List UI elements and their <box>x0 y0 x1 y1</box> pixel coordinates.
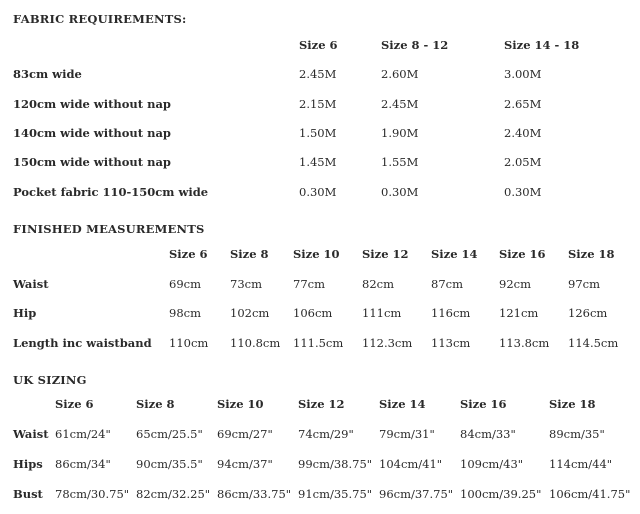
finished-header: Size 10 <box>293 247 340 261</box>
uk-header: Size 14 <box>379 397 426 411</box>
finished-header: Size 8 <box>230 247 269 261</box>
finished-title: FINISHED MEASUREMENTS <box>13 222 205 236</box>
fabric-row-label: 150cm wide without nap <box>13 155 171 169</box>
uk-cell: 99cm/38.75" <box>298 457 373 471</box>
finished-cell: 126cm <box>568 306 608 320</box>
finished-cell: 102cm <box>230 306 270 320</box>
fabric-header-size-14-18: Size 14 - 18 <box>504 38 580 52</box>
fabric-cell: 3.00M <box>504 67 542 81</box>
finished-row-label: Waist <box>13 277 49 291</box>
uk-cell: 106cm/41.75" <box>549 487 631 501</box>
uk-header: Size 8 <box>136 397 175 411</box>
uk-cell: 109cm/43" <box>460 457 524 471</box>
uk-cell: 104cm/41" <box>379 457 443 471</box>
uk-cell: 86cm/33.75" <box>217 487 292 501</box>
finished-cell: 98cm <box>169 306 201 320</box>
uk-header: Size 18 <box>549 397 596 411</box>
uk-row-label: Hips <box>13 457 43 471</box>
uk-cell: 90cm/35.5" <box>136 457 203 471</box>
uk-cell: 89cm/35" <box>549 427 605 441</box>
fabric-header-size-6: Size 6 <box>299 38 338 52</box>
finished-header: Size 14 <box>431 247 478 261</box>
finished-cell: 113.8cm <box>499 336 550 350</box>
uk-cell: 94cm/37" <box>217 457 273 471</box>
fabric-cell: 2.45M <box>381 97 419 111</box>
fabric-cell: 2.45M <box>299 67 337 81</box>
finished-cell: 112.3cm <box>362 336 413 350</box>
finished-cell: 110cm <box>169 336 209 350</box>
uk-header: Size 6 <box>55 397 94 411</box>
fabric-row-label: 83cm wide <box>13 67 82 81</box>
fabric-row-label: 140cm wide without nap <box>13 126 171 140</box>
fabric-title: FABRIC REQUIREMENTS: <box>13 12 187 26</box>
uk-cell: 74cm/29" <box>298 427 354 441</box>
finished-header: Size 12 <box>362 247 409 261</box>
fabric-cell: 0.30M <box>381 185 419 199</box>
finished-cell: 111.5cm <box>293 336 344 350</box>
uk-title: UK SIZING <box>13 373 87 387</box>
fabric-cell: 1.90M <box>381 126 419 140</box>
finished-header: Size 16 <box>499 247 546 261</box>
uk-cell: 91cm/35.75" <box>298 487 373 501</box>
uk-cell: 78cm/30.75" <box>55 487 130 501</box>
finished-cell: 92cm <box>499 277 531 291</box>
finished-cell: 110.8cm <box>230 336 281 350</box>
finished-cell: 82cm <box>362 277 394 291</box>
uk-header: Size 12 <box>298 397 345 411</box>
fabric-cell: 2.65M <box>504 97 542 111</box>
fabric-row-label: 120cm wide without nap <box>13 97 171 111</box>
finished-cell: 77cm <box>293 277 325 291</box>
finished-cell: 111cm <box>362 306 402 320</box>
uk-row-label: Waist <box>13 427 49 441</box>
finished-cell: 73cm <box>230 277 262 291</box>
uk-cell: 114cm/44" <box>549 457 613 471</box>
finished-header: Size 18 <box>568 247 615 261</box>
fabric-cell: 2.40M <box>504 126 542 140</box>
fabric-cell: 2.05M <box>504 155 542 169</box>
uk-cell: 96cm/37.75" <box>379 487 454 501</box>
uk-cell: 61cm/24" <box>55 427 111 441</box>
finished-cell: 69cm <box>169 277 201 291</box>
fabric-header-size-8-12: Size 8 - 12 <box>381 38 449 52</box>
uk-cell: 82cm/32.25" <box>136 487 211 501</box>
uk-header: Size 10 <box>217 397 264 411</box>
fabric-cell: 1.45M <box>299 155 337 169</box>
uk-row-label: Bust <box>13 487 43 501</box>
uk-cell: 86cm/34" <box>55 457 111 471</box>
uk-cell: 79cm/31" <box>379 427 435 441</box>
fabric-row-label: Pocket fabric 110-150cm wide <box>13 185 209 199</box>
finished-cell: 113cm <box>431 336 471 350</box>
fabric-cell: 2.60M <box>381 67 419 81</box>
uk-cell: 65cm/25.5" <box>136 427 203 441</box>
finished-cell: 106cm <box>293 306 333 320</box>
uk-cell: 69cm/27" <box>217 427 273 441</box>
finished-header: Size 6 <box>169 247 208 261</box>
finished-cell: 87cm <box>431 277 463 291</box>
uk-header: Size 16 <box>460 397 507 411</box>
finished-row-label: Hip <box>13 306 37 320</box>
fabric-cell: 0.30M <box>504 185 542 199</box>
finished-cell: 114.5cm <box>568 336 619 350</box>
fabric-cell: 1.55M <box>381 155 419 169</box>
uk-cell: 100cm/39.25" <box>460 487 542 501</box>
fabric-cell: 1.50M <box>299 126 337 140</box>
fabric-cell: 2.15M <box>299 97 337 111</box>
finished-cell: 97cm <box>568 277 600 291</box>
fabric-cell: 0.30M <box>299 185 337 199</box>
finished-cell: 121cm <box>499 306 539 320</box>
finished-cell: 116cm <box>431 306 471 320</box>
uk-cell: 84cm/33" <box>460 427 516 441</box>
finished-row-label: Length inc waistband <box>13 336 152 350</box>
